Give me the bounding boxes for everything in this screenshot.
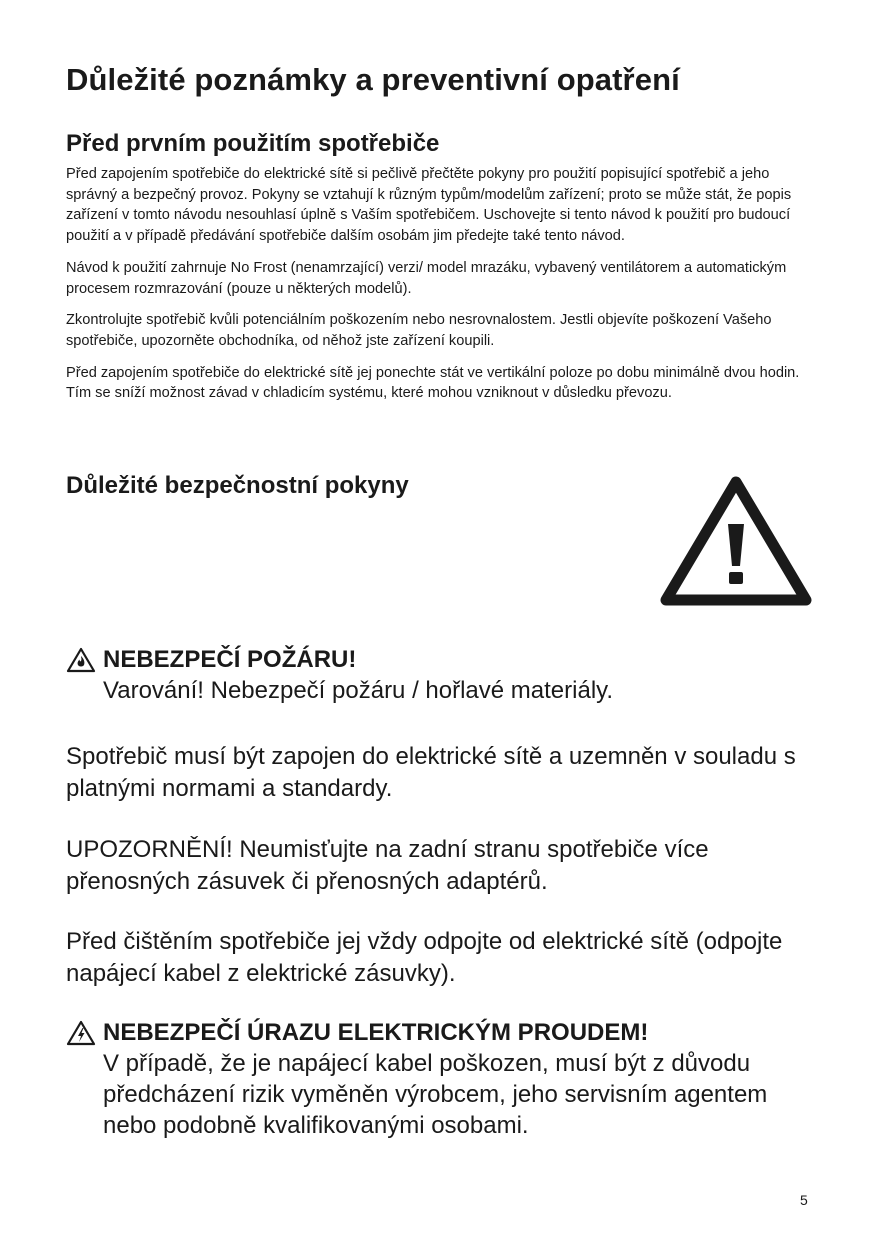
page-title: Důležité poznámky a preventivní opatření [66, 62, 680, 97]
page-number: 5 [800, 1192, 808, 1208]
fire-hazard-title: NEBEZPEČÍ POŽÁRU! [103, 646, 357, 673]
safety-paragraph: Před čištěním spotřebiče jej vždy odpojte od elektrické sítě (odpojte napájecí kabel z elektrické zásuvky). [66, 928, 783, 987]
intro-paragraph: Před zapojením spotřebiče do elektrické sítě si pečlivě přečtěte pokyny pro použití popisující spotřebič a jeho správný a bezpečný provoz. Pokyny se vztahují k různým typům/modelům zařízení; proto se může stát, že popis zařízení v tomto návodu nesouhlasí úplně s Vaším spotřebičem. Uschovejte si tento návod k použití pro budoucí použití a v případě předávání spotřebiče dalším osobám jim předejte také tento návod. [66, 166, 792, 245]
electric-hazard-icon [66, 1020, 96, 1046]
fire-hazard-block [66, 644, 613, 706]
fire-hazard-text: Varování! Nebezpečí požáru / hořlavé materiály. [103, 677, 614, 704]
section-heading-before-first-use: Před prvním použitím spotřebiče [66, 130, 440, 157]
safety-paragraph: Spotřebič musí být zapojen do elektrické sítě a uzemněn v souladu s platnými normami a standardy. [66, 743, 796, 802]
intro-text [66, 164, 812, 415]
electric-hazard-text: V případě, že je napájecí kabel poškozen, musí být z důvodu předcházení rizik vyměněn výrobcem, jeho servisním agentem nebo podobně kvalifikovanými osobami. [103, 1050, 768, 1139]
fire-hazard-icon [66, 647, 96, 673]
intro-paragraph: Zkontrolujte spotřebič kvůli potenciálním poškozením nebo nesrovnalostem. Jestli objevíte poškození Vašeho spotřebiče, upozorněte obchodníka, od něhož jste zařízení koupili. [66, 312, 772, 349]
manual-page [66, 0, 812, 1240]
section-heading-safety: Důležité bezpečnostní pokyny [66, 472, 409, 499]
electric-hazard-title: NEBEZPEČÍ ÚRAZU ELEKTRICKÝM PROUDEM! [103, 1019, 649, 1046]
electric-hazard-block [66, 1017, 812, 1141]
safety-paragraph: UPOZORNĚNÍ! Neumisťujte na zadní stranu spotřebiče více přenosných zásuvek či přenosných adaptérů. [66, 836, 709, 895]
intro-paragraph: Návod k použití zahrnuje No Frost (nenamrzající) verzi/ model mrazáku, vybavený ventilátorem a automatickým procesem rozmrazování (pouze u některých modelů). [66, 259, 787, 297]
warning-triangle-icon [660, 474, 812, 608]
intro-paragraph: Před zapojením spotřebiče do elektrické sítě jej ponechte stát ve vertikální poloze po dobu minimálně dvou hodin. Tím se sníží možnost závad v chladicím systému, které mohou vzniknout v důsledku převozu. [66, 364, 800, 402]
